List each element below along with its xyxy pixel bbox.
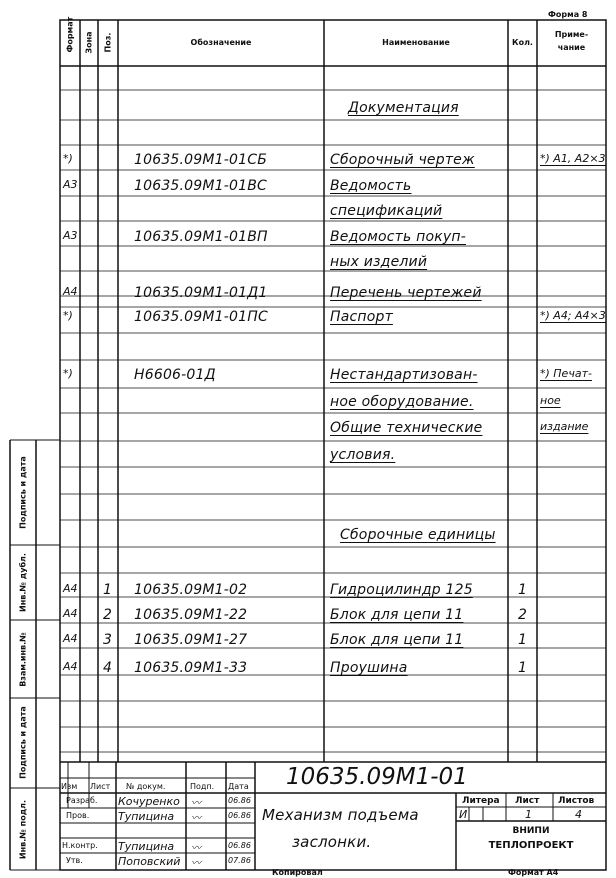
- section-assemblies: Сборочные единицы: [340, 527, 496, 543]
- litera-value: И: [459, 808, 468, 821]
- sheet-label: Лист: [515, 796, 540, 806]
- signature-developer: 〰: [191, 798, 201, 809]
- role-approved: Утв.: [66, 856, 83, 865]
- row-designation: 10635.09М1-02: [134, 582, 248, 598]
- col-list: Лист: [90, 782, 111, 791]
- date-norm-control: 06.86: [228, 841, 251, 850]
- row-qty: 1: [518, 660, 528, 676]
- row-designation: 10635.09М1-01ВС: [134, 178, 268, 194]
- row-qty: 2: [518, 607, 528, 623]
- row-name: Сборочный чертеж: [330, 152, 475, 168]
- org-line1: ВНИПИ: [512, 826, 550, 836]
- row-name: Гидроцилиндр 125: [330, 582, 473, 598]
- row-designation: Н6606-01Д: [134, 367, 216, 383]
- row-name: Перечень чертежей: [330, 285, 482, 301]
- row-note: *) Печат-: [540, 367, 592, 380]
- row-designation: 10635.09М1-01СБ: [134, 152, 268, 168]
- row-name: ных изделий: [330, 254, 428, 270]
- name-developer: Кочуренко: [118, 795, 180, 808]
- col-izm: Изм: [61, 782, 78, 791]
- col-date: Дата: [228, 782, 249, 791]
- product-title-line2: заслонки.: [292, 833, 372, 851]
- row-designation: 10635.09М1-01ПС: [134, 309, 268, 325]
- row-name: Ведомость покуп-: [330, 229, 467, 245]
- header-name: Наименование: [382, 38, 450, 47]
- side-label-orig-inv: Инв.№ подл.: [18, 799, 28, 860]
- row-name: Паспорт: [330, 309, 393, 325]
- row-name: Блок для цепи 11: [330, 632, 464, 648]
- name-approved: Поповский: [118, 855, 181, 868]
- row-pos: 3: [103, 632, 113, 648]
- row-note: *) А1, А2×3: [540, 152, 606, 165]
- sheets-value: 4: [575, 808, 582, 821]
- header-qty: Кол.: [512, 38, 533, 47]
- footer-format: Формат А4: [508, 868, 559, 877]
- row-name: Ведомость: [330, 178, 412, 194]
- role-norm-control: Н.контр.: [62, 841, 98, 850]
- signature-approved: 〰: [191, 858, 201, 869]
- header-zone: Зона: [84, 31, 94, 54]
- role-developer: Разраб.: [66, 796, 98, 805]
- signature-checker: 〰: [191, 813, 201, 824]
- header-designation: Обозначение: [190, 38, 252, 47]
- row-format: А4: [63, 285, 78, 298]
- sheets-label: Листов: [558, 796, 595, 806]
- row-pos: 4: [103, 660, 113, 676]
- footer-copied: Копировал: [272, 868, 323, 877]
- row-format: *): [63, 309, 73, 322]
- row-format: А4: [63, 582, 78, 595]
- org-line2: ТЕПЛОПРОЕКТ: [488, 840, 574, 851]
- row-designation: 10635.09М1-01Д1: [134, 285, 268, 301]
- form-label: Форма 8: [548, 10, 588, 19]
- row-note: ное: [540, 394, 561, 407]
- row-designation: 10635.09М1-27: [134, 632, 248, 648]
- date-checker: 06.86: [228, 811, 251, 820]
- sheet-value: 1: [525, 808, 532, 821]
- row-format: А3: [63, 229, 78, 242]
- row-format: А4: [63, 660, 78, 673]
- header-format: Формат: [65, 16, 75, 53]
- row-format: А4: [63, 632, 78, 645]
- side-label-dup-inv: Инв.№ дубл.: [18, 553, 28, 612]
- header-note-2: чание: [557, 43, 586, 52]
- row-name: Проушина: [330, 660, 408, 676]
- row-qty: 1: [518, 582, 528, 598]
- row-name: ное оборудование.: [330, 394, 474, 410]
- row-note: *) А4; А4×3: [540, 309, 606, 322]
- row-name: Блок для цепи 11: [330, 607, 464, 623]
- row-qty: 1: [518, 632, 528, 648]
- product-title-line1: Механизм подъема: [262, 806, 419, 824]
- col-sign: Подп.: [190, 782, 215, 791]
- name-norm-control: Тупицина: [118, 840, 175, 853]
- date-developer: 06.86: [228, 796, 251, 805]
- row-designation: 10635.09М1-22: [134, 607, 248, 623]
- row-pos: 2: [103, 607, 113, 623]
- name-checker: Тупицина: [118, 810, 175, 823]
- row-note: издание: [540, 420, 589, 433]
- side-label-sign-date-2: Подпись и дата: [18, 706, 28, 779]
- header-note-1: Приме-: [554, 30, 589, 39]
- row-format: *): [63, 152, 73, 165]
- role-checker: Пров.: [66, 811, 90, 820]
- row-format: *): [63, 367, 73, 380]
- row-name: условия.: [330, 447, 396, 463]
- row-format: А4: [63, 607, 78, 620]
- row-name: спецификаций: [330, 203, 443, 219]
- section-documentation: Документация: [348, 100, 459, 116]
- row-name: Нестандартизован-: [330, 367, 478, 383]
- document-number: 10635.09М1-01: [286, 764, 468, 790]
- row-designation: 10635.09М1-01ВП: [134, 229, 268, 245]
- row-designation: 10635.09М1-33: [134, 660, 248, 676]
- row-pos: 1: [103, 582, 113, 598]
- col-doc: № докум.: [126, 782, 166, 791]
- side-label-replace-inv: Взам.инв.№: [18, 632, 28, 687]
- row-format: А3: [63, 178, 78, 191]
- row-name: Общие технические: [330, 420, 483, 436]
- date-approved: 07.86: [228, 856, 251, 865]
- header-pos: Поз.: [103, 32, 113, 53]
- side-label-sign-date-1: Подпись и дата: [18, 456, 28, 529]
- signature-norm-control: 〰: [191, 843, 201, 854]
- litera-label: Литера: [462, 796, 500, 806]
